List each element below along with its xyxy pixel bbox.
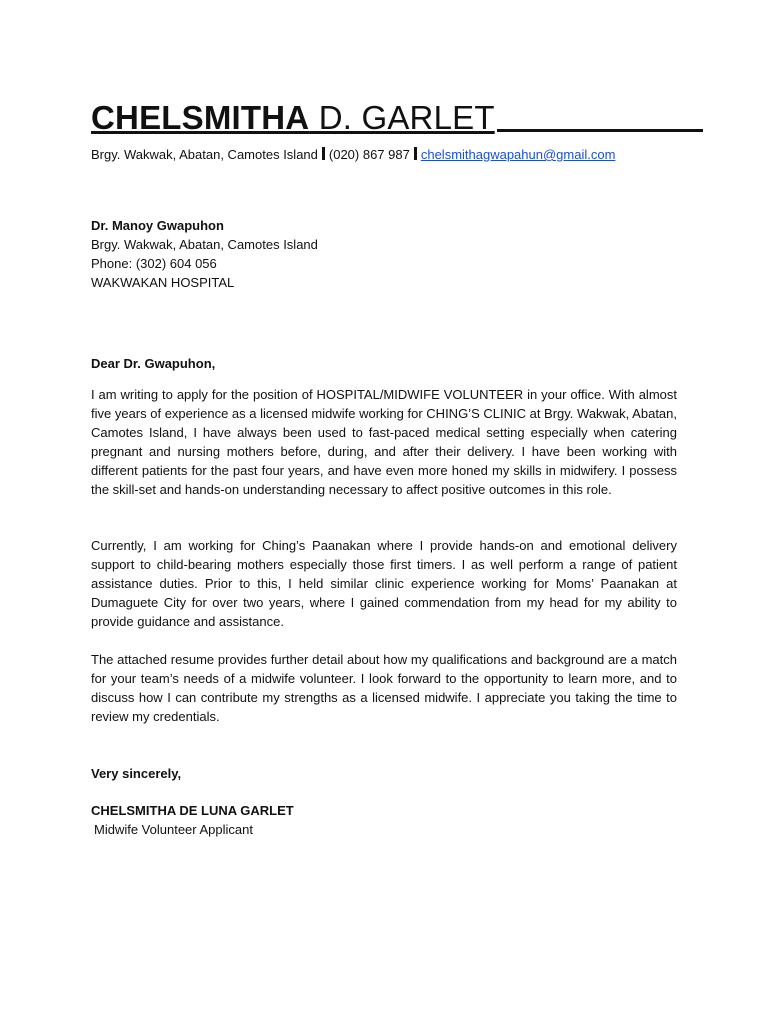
recipient-address: Brgy. Wakwak, Abatan, Camotes Island	[91, 237, 318, 252]
recipient-name: Dr. Manoy Gwapuhon	[91, 218, 224, 233]
signature-block	[91, 801, 294, 839]
body-paragraph: I am writing to apply for the position of HOSPITAL/MIDWIFE VOLUNTEER in your office. With almost five years of experience as a licensed midwife working for CHING’S CLINIC at Brgy. Wakwak, Abatan, Camotes Island, I have always been used to fast-paced medical setting especially when catering pregnant and nursing mothers before, during, and after their delivery. I have been working with different patients for the past four years, and have even more honed my skills in midwifery. I possess the skill-set and hands-on understanding necessary to affect positive outcomes in this role.	[91, 387, 677, 497]
recipient-block	[91, 216, 318, 292]
signer-name: CHELSMITHA DE LUNA GARLET	[91, 803, 294, 818]
applicant-address: Brgy. Wakwak, Abatan, Camotes Island	[91, 147, 318, 162]
contact-separator	[414, 147, 417, 160]
applicant-first-name: CHELSMITHA	[91, 99, 310, 136]
applicant-email-link[interactable]: chelsmithagwapahun@gmail.com	[420, 147, 616, 162]
heading-underline-rule	[497, 129, 703, 132]
salutation: Dear Dr. Gwapuhon,	[91, 356, 216, 371]
recipient-organization: WAKWAKAN HOSPITAL	[91, 275, 235, 290]
body-paragraph: Currently, I am working for Ching’s Paanakan where I provide hands-on and emotional delivery support to child-bearing mothers especially those first timers. I as well perform a range of patient assistance duties. Prior to this, I held similar clinic experience working for Moms’ Paanakan at Dumaguete City for over two years, where I gained commendation from my head for my ability to provide guidance and assistance.	[91, 538, 677, 629]
applicant-contact-line	[91, 146, 615, 164]
signer-title: Midwife Volunteer Applicant	[94, 822, 253, 837]
recipient-phone: Phone: (302) 604 056	[91, 256, 217, 271]
applicant-rest-name: D. GARLET	[309, 99, 495, 136]
body-paragraph: The attached resume provides further detail about how my qualifications and background are a match for your team’s needs of a midwife volunteer. I look forward to the opportunity to learn more, and to discuss how I can contribute my strengths as a licensed midwife. I appreciate you taking the time to review my credentials.	[91, 652, 677, 724]
applicant-name-heading	[91, 98, 703, 138]
closing: Very sincerely,	[91, 766, 182, 781]
contact-separator	[322, 147, 325, 160]
applicant-phone: (020) 867 987	[328, 147, 410, 162]
